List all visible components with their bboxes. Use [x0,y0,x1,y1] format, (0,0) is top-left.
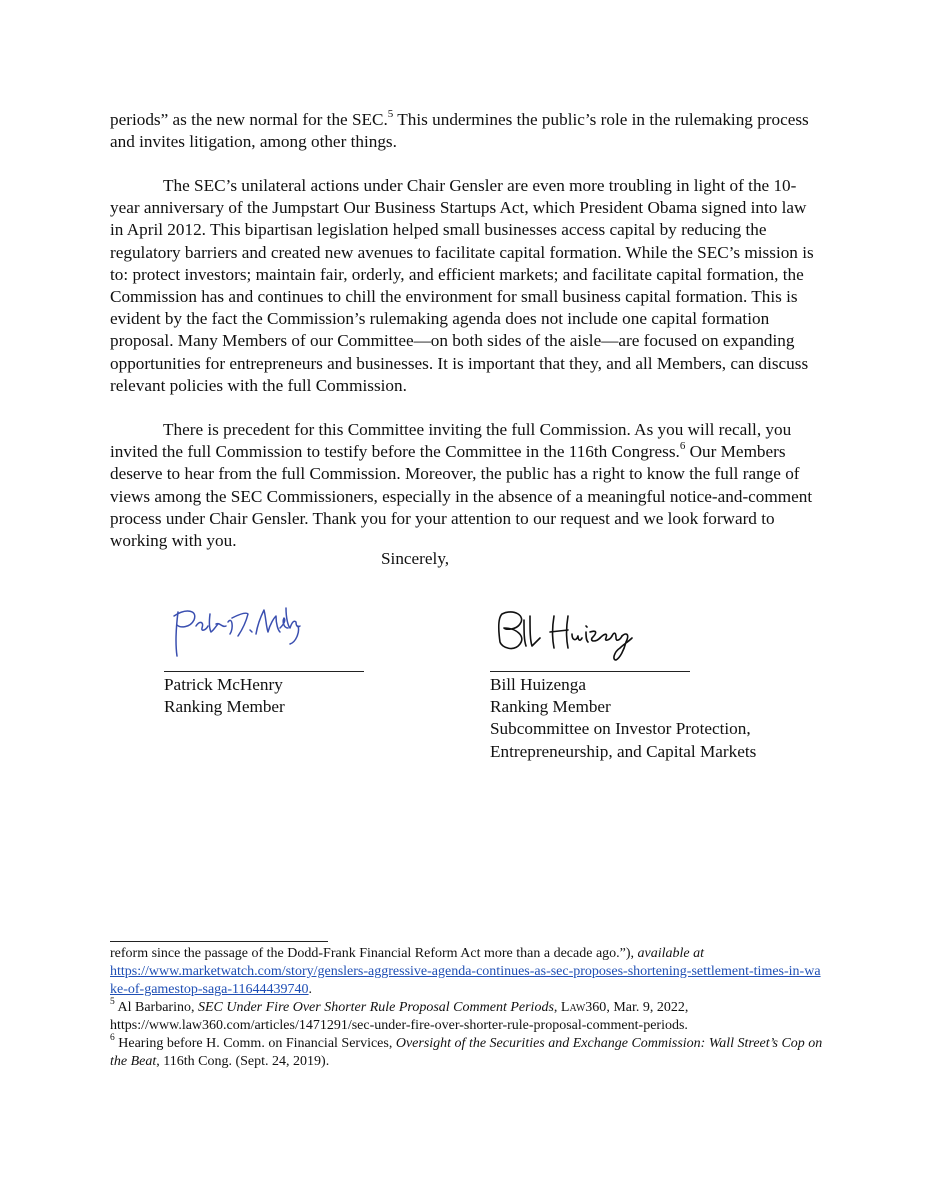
signer-subcommittee-cont: Entrepreneurship, and Capital Markets [490,741,757,761]
footnote-4-continuation [110,945,826,999]
paragraph-3-text-cont: Our Members deserve to hear from the full Commission. Moreover, the public has a right to know the full range of views among the SEC Commissioners, especially in the absence of a meaningful notice-and-comment process under Chair Gensler. Thank you for your attention to our request and we look forward to working with you. [110,442,813,551]
footnote-author: Al Barbarino, [114,1000,198,1015]
footnote-rest: , Mar. 9, 2022, https://www.law360.com/articles/1471291/sec-under-fire-over-shorter-rule-proposal-comment-periods. [110,1000,689,1033]
footnote-text: Hearing before H. Comm. on Financial Services, [114,1036,396,1051]
signer-name: Bill Huizenga [490,675,586,694]
footnote-5 [110,999,826,1035]
paragraph-1-text: periods” as the new normal for the SEC. [110,110,388,129]
footnote-divider [110,941,328,942]
footnote-rest: , 116th Cong. (Sept. 24, 2019). [156,1054,330,1069]
paragraph-3-text: There is precedent for this Committee inviting the full Commission. As you will recall, you invited the full Commission to testify before the Committee in the 116th Congress. [110,420,792,462]
footnote-ref-6[interactable]: 6 [679,440,686,453]
paragraph-1-text-cont: This undermines the public’s role in the rulemaking process and invites litigation, among other things. [110,110,809,152]
signer-block-huizenga [490,674,756,763]
footnotes [110,945,826,1071]
paragraph-3 [110,419,822,552]
signer-name: Patrick McHenry [164,675,283,694]
closing-salutation: Sincerely, [381,549,450,568]
footnote-title: SEC Under Fire Over Shorter Rule Proposal Comment Periods [197,1000,554,1015]
footnote-number: 5 [110,997,115,1008]
footnote-ref-5[interactable]: 5 [387,108,394,121]
marketwatch-link[interactable]: https://www.marketwatch.com/story/genslers-aggressive-agenda-continues-as-sec-proposes-shortening-settlement-times-in-wake-of-gamestop-saga-11644439740 [110,964,821,997]
footnote-source: Law360 [560,1000,607,1015]
footnote-title: Oversight of the Securities and Exchange Commission: Wall Street’s Cop on the Beat [110,1036,823,1069]
signer-title: Ranking Member [164,697,285,717]
signer-block-mchenry [164,674,285,718]
signature-line-huizenga [490,671,690,672]
footnote-sep: , [553,1000,561,1015]
signer-title: Ranking Member [490,697,611,717]
mchenry-signature [168,598,308,660]
paragraph-2: The SEC’s unilateral actions under Chair Gensler are even more troubling in light of the 10-year anniversary of the Jumpstart Our Business Startups Act, which President Obama signed into law in April 2012. This bipartisan legislation helped small businesses access capital by reducing the regulatory barriers and created new avenues to facilitate capital formation. While the SEC’s mission is to: protect investors; maintain fair, orderly, and efficient markets; and facilitate capital formation, the Commission has and continues to chill the environment for small business capital formation. This is evident by the fact the Commission’s rulemaking agenda does not include one capital formation proposal. Many Members of our Committee—on both sides of the aisle—are focused on expanding opportunities for entrepreneurs and businesses. It is important that they, and all Members, can discuss relevant policies with the full Commission. [110,176,814,395]
footnote-number: 6 [110,1033,115,1044]
footnote-text: reform since the passage of the Dodd-Frank Financial Reform Act more than a decade ago.”), [110,946,638,961]
huizenga-signature [490,602,640,664]
signer-subcommittee: Subcommittee on Investor Protection, [490,719,751,739]
paragraph-1 [110,109,822,153]
footnote-6 [110,1035,826,1071]
footnote-italic: available at [637,946,705,961]
signature-line-mchenry [164,671,364,672]
footnote-punct: . [308,982,313,997]
